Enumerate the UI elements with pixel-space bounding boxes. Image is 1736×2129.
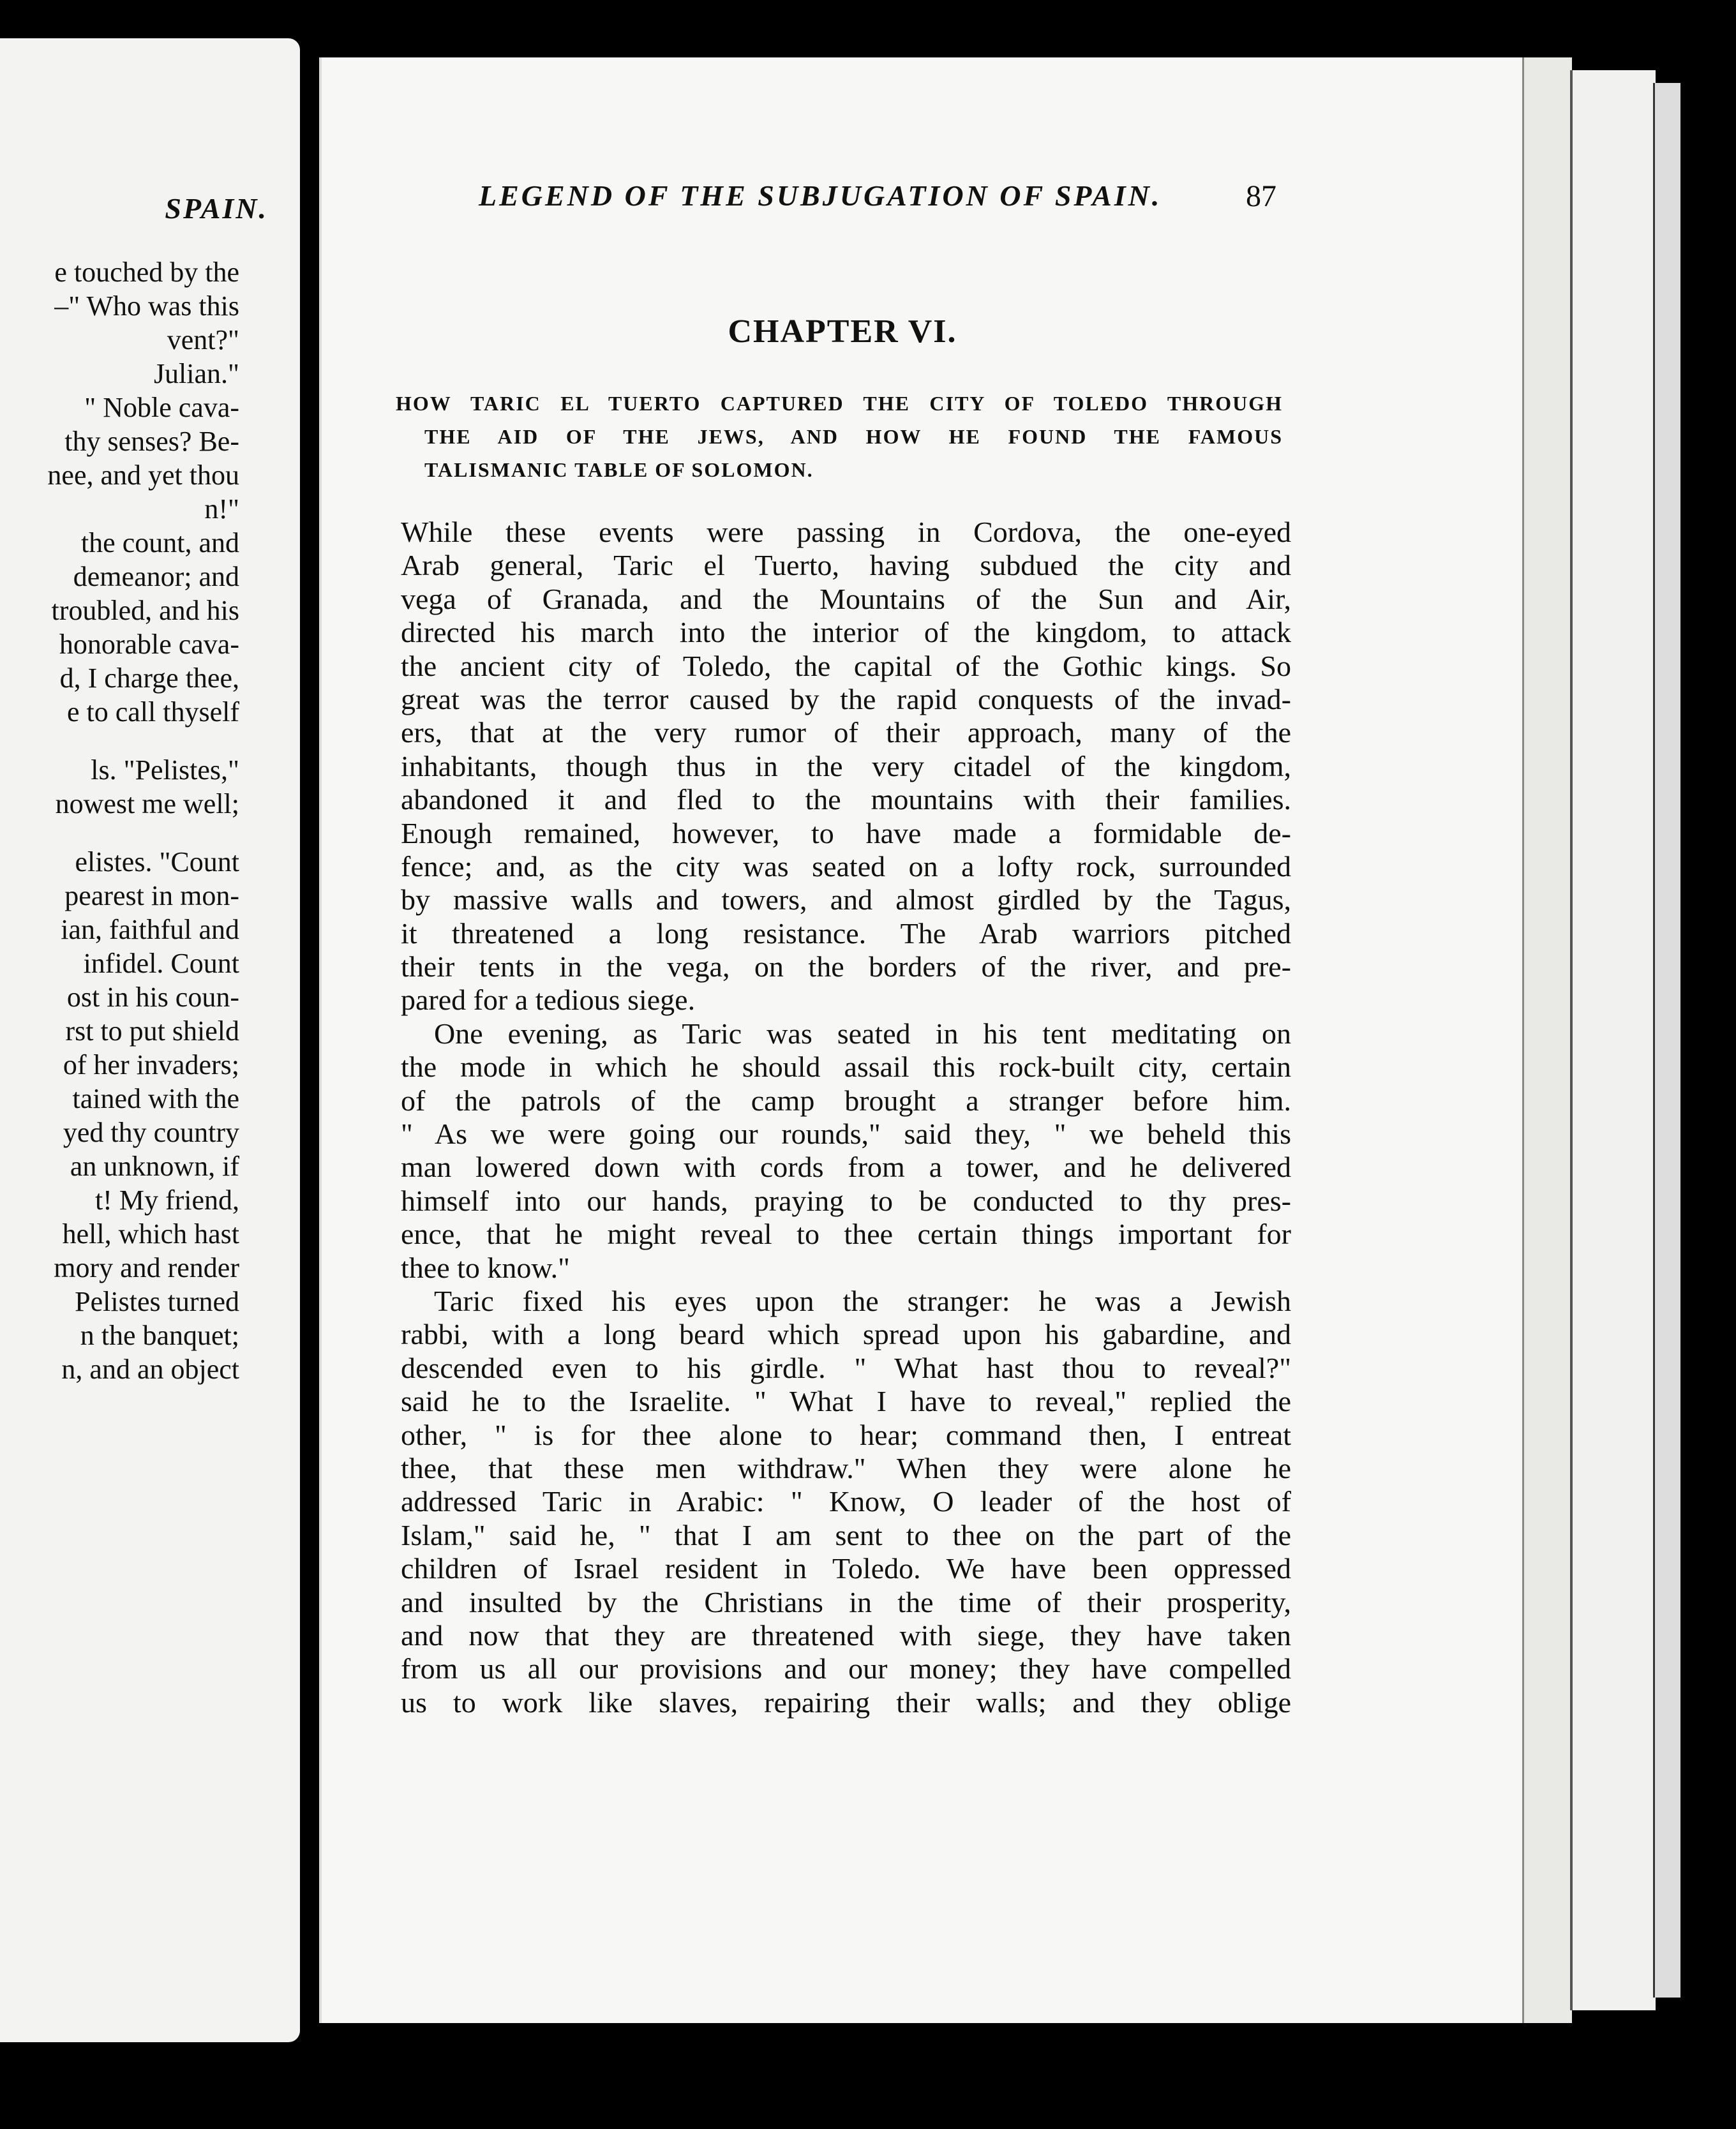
- text-line: While these events were passing in Cordova, the one-eyed: [401, 516, 1291, 548]
- text-line: of the patrols of the camp brought a stranger before him.: [401, 1084, 1291, 1117]
- text-line: the count, and: [80, 527, 239, 558]
- text-line: other, " is for thee alone to hear; command then, I entreat: [401, 1418, 1291, 1451]
- text-line: directed his march into the interior of the kingdom, to attack: [401, 616, 1291, 649]
- text-line: it threatened a long resistance. The Arab warriors pitched: [401, 916, 1291, 950]
- text-line: Julian.": [153, 358, 239, 389]
- text-line: tained with the: [72, 1083, 239, 1114]
- text-line: Islam," said he, " that I am sent to thee on the part of the: [401, 1518, 1291, 1551]
- chapter-title: CHAPTER VI.: [728, 313, 957, 350]
- text-line: e to call thyself: [66, 696, 239, 728]
- text-line: ls. "Pelistes,": [91, 754, 239, 786]
- text-line: children of Israel resident in Toledo. We have been oppressed: [401, 1552, 1291, 1585]
- text-line: rst to put shield: [65, 1015, 239, 1047]
- page-edge: [1522, 57, 1572, 2023]
- text-line: the ancient city of Toledo, the capital of the Gothic kings. So: [401, 649, 1291, 682]
- text-line: the mode in which he should assail this rock-built city, certain: [401, 1050, 1291, 1084]
- text-line: said he to the Israelite. " What I have to reveal," replied the: [401, 1385, 1291, 1418]
- text-line: thee to know.": [401, 1251, 570, 1284]
- text-line: Taric fixed his eyes upon the stranger: he was a Jewish: [434, 1284, 1291, 1317]
- text-line: [0, 821, 239, 845]
- text-line: –" Who was this: [54, 290, 239, 322]
- page-edge: [1570, 70, 1656, 2010]
- text-line: descended even to his girdle. " What hast thou to reveal?": [401, 1351, 1291, 1384]
- text-line: vent?": [167, 324, 239, 355]
- text-line: Enough remained, however, to have made a formidable de-: [401, 816, 1291, 849]
- text-line: ence, that he might reveal to thee certain things important for: [401, 1218, 1291, 1251]
- summary-line: TALISMANIC TABLE OF SOLOMON.: [424, 458, 814, 481]
- text-line: hell, which hast: [62, 1218, 239, 1250]
- text-line: ian, faithful and: [61, 914, 239, 945]
- text-line: pearest in mon-: [64, 880, 239, 911]
- running-head-title: LEGEND OF THE SUBJUGATION OF SPAIN.: [479, 179, 1162, 212]
- text-line: yed thy country: [63, 1117, 239, 1148]
- chapter-summary: [396, 387, 1283, 486]
- text-line: thee, that these men withdraw." When they were alone he: [401, 1451, 1291, 1484]
- text-line: ers, that at the very rumor of their approach, many of the: [401, 716, 1291, 749]
- text-line: honorable cava-: [59, 629, 239, 660]
- text-line: n, and an object: [61, 1354, 239, 1385]
- text-line: ost in his coun-: [66, 982, 239, 1013]
- text-line: mory and render: [54, 1252, 239, 1283]
- text-line: rabbi, with a long beard which spread upon his gabardine, and: [401, 1318, 1291, 1351]
- text-line: pared for a tedious siege.: [401, 983, 696, 1017]
- text-line: n the banquet;: [80, 1320, 239, 1351]
- text-line: man lowered down with cords from a tower, and he delivered: [401, 1151, 1291, 1184]
- left-running-head: SPAIN.: [165, 192, 268, 225]
- text-line: t! My friend,: [94, 1184, 239, 1216]
- text-line: [0, 729, 239, 753]
- chapter-body: [401, 516, 1291, 1719]
- text-line: vega of Granada, and the Mountains of the Sun and Air,: [401, 582, 1291, 615]
- text-line: from us all our provisions and our money; they have compelled: [401, 1652, 1291, 1685]
- summary-line: HOW TARIC EL TUERTO CAPTURED THE CITY OF TOLEDO THROUGH: [396, 392, 1283, 415]
- text-line: and insulted by the Christians in the time of their prosperity,: [401, 1585, 1291, 1618]
- text-line: e touched by the: [54, 257, 239, 288]
- text-line: troubled, and his: [51, 595, 239, 626]
- text-line: thy senses? Be-: [64, 426, 239, 457]
- summary-line: THE AID OF THE JEWS, AND HOW HE FOUND THE FAMOUS: [424, 425, 1283, 448]
- left-page: [0, 38, 300, 2042]
- page-number: 87: [1246, 179, 1276, 213]
- text-line: nee, and yet thou: [47, 459, 239, 491]
- text-line: elistes. "Count: [75, 846, 239, 878]
- text-line: One evening, as Taric was seated in his tent meditating on: [434, 1017, 1291, 1050]
- text-line: himself into our hands, praying to be conducted to thy pres-: [401, 1184, 1291, 1217]
- text-line: Arab general, Taric el Tuerto, having subdued the city and: [401, 549, 1291, 582]
- text-line: " As we were going our rounds," said they, " we beheld this: [401, 1117, 1291, 1151]
- text-line: of her invaders;: [63, 1049, 239, 1080]
- text-line: inhabitants, though thus in the very citadel of the kingdom,: [401, 749, 1291, 782]
- text-line: nowest me well;: [55, 788, 239, 819]
- text-line: and now that they are threatened with siege, they have taken: [401, 1618, 1291, 1652]
- text-line: infidel. Count: [83, 948, 239, 979]
- left-page-text: [0, 255, 239, 1386]
- text-line: addressed Taric in Arabic: " Know, O leader of the host of: [401, 1485, 1291, 1518]
- page-edge: [1653, 83, 1680, 1998]
- text-line: fence; and, as the city was seated on a lofty rock, surrounded: [401, 849, 1291, 883]
- text-line: us to work like slaves, repairing their walls; and they oblige: [401, 1685, 1291, 1719]
- text-line: by massive walls and towers, and almost girdled by the Tagus,: [401, 883, 1291, 916]
- text-line: n!": [204, 493, 239, 525]
- running-head: [479, 179, 1276, 213]
- text-line: an unknown, if: [70, 1151, 239, 1182]
- text-line: " Noble cava-: [84, 392, 239, 423]
- text-line: great was the terror caused by the rapid conquests of the invad-: [401, 682, 1291, 715]
- text-line: their tents in the vega, on the borders of the river, and pre-: [401, 950, 1291, 983]
- text-line: demeanor; and: [73, 561, 239, 592]
- text-line: Pelistes turned: [75, 1286, 239, 1317]
- text-line: d, I charge thee,: [59, 662, 239, 694]
- text-line: abandoned it and fled to the mountains with their families.: [401, 783, 1291, 816]
